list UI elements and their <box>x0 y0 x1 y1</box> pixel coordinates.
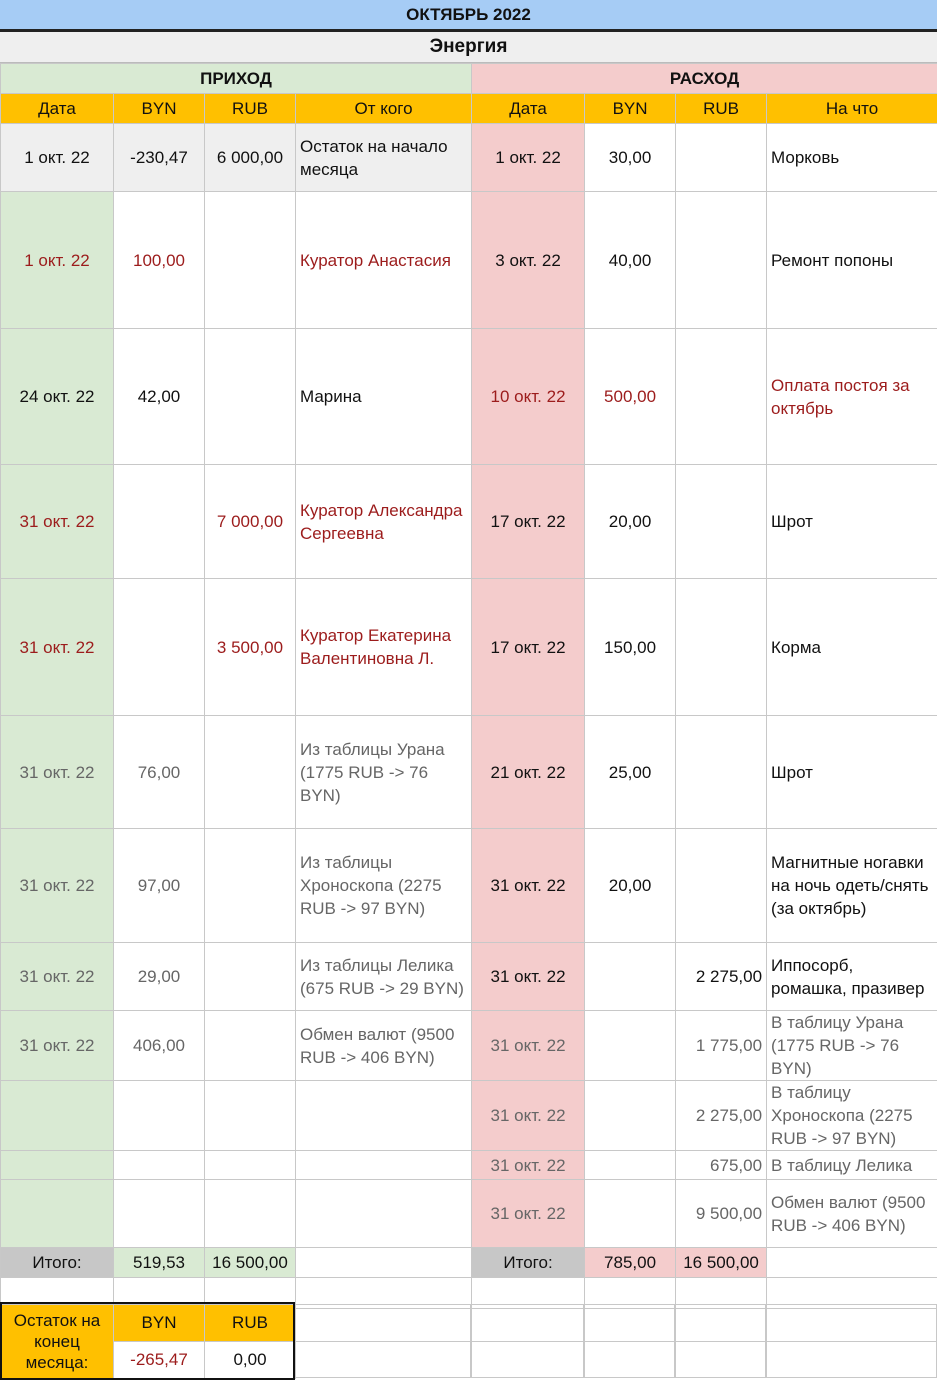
table-row <box>1 329 937 465</box>
income-date-cell[interactable]: 31 окт. 22 <box>1 579 114 716</box>
income-date-cell[interactable]: 31 окт. 22 <box>1 465 114 579</box>
income-rub-cell[interactable] <box>205 829 296 943</box>
income-total-byn[interactable]: 519,53 <box>114 1248 205 1278</box>
balance-rub-value[interactable]: 0,00 <box>205 1342 296 1379</box>
table-row <box>1 124 937 192</box>
table-row <box>1 1180 937 1248</box>
expense-for-cell[interactable]: В таблицу Хроноскопа (2275 RUB -> 97 BYN) <box>767 1081 937 1151</box>
expense-date-cell[interactable]: 31 окт. 22 <box>472 1081 585 1151</box>
income-byn-cell[interactable] <box>114 1151 205 1180</box>
sheet-subtitle: Энергия <box>0 32 937 63</box>
expense-for-cell[interactable]: Оплата постоя за октябрь <box>767 329 937 465</box>
expense-for-cell[interactable]: В таблицу Урана (1775 RUB -> 76 BYN) <box>767 1011 937 1081</box>
table-row <box>1 829 937 943</box>
income-rub-cell[interactable] <box>205 329 296 465</box>
totals-row <box>1 1248 937 1278</box>
income-date-header[interactable]: Дата <box>1 94 114 124</box>
expense-for-cell[interactable]: Ремонт попоны <box>767 192 937 329</box>
sheet-title: ОКТЯБРЬ 2022 <box>0 0 937 32</box>
expense-rub-cell[interactable] <box>676 465 767 579</box>
expense-rub-cell[interactable] <box>676 716 767 829</box>
income-date-cell[interactable]: 24 окт. 22 <box>1 329 114 465</box>
income-byn-cell[interactable]: -230,47 <box>114 124 205 192</box>
income-from-cell[interactable]: Из таблицы Урана (1775 RUB -> 76 BYN) <box>296 716 472 829</box>
expense-date-cell[interactable]: 3 окт. 22 <box>472 192 585 329</box>
expense-for-cell[interactable]: В таблицу Лелика <box>767 1151 937 1180</box>
expense-rub-cell[interactable]: 675,00 <box>676 1151 767 1180</box>
expense-date-cell[interactable]: 10 окт. 22 <box>472 329 585 465</box>
empty-cell[interactable] <box>295 1304 471 1342</box>
income-byn-cell[interactable] <box>114 465 205 579</box>
table-row <box>1 943 937 1011</box>
expense-rub-cell[interactable] <box>676 329 767 465</box>
income-from-cell[interactable]: Обмен валют (9500 RUB -> 406 BYN) <box>296 1011 472 1081</box>
income-section-label: ПРИХОД <box>1 64 472 94</box>
expense-rub-cell[interactable] <box>676 124 767 192</box>
section-header-row <box>1 64 937 94</box>
expense-for-cell[interactable]: Шрот <box>767 716 937 829</box>
income-byn-cell[interactable] <box>114 1180 205 1248</box>
table-row <box>1 1011 937 1081</box>
expense-total-empty[interactable] <box>767 1248 937 1278</box>
expense-byn-cell[interactable] <box>585 1011 676 1081</box>
table-row <box>1 1151 937 1180</box>
income-rub-cell[interactable]: 6 000,00 <box>205 124 296 192</box>
expense-byn-cell[interactable] <box>585 1151 676 1180</box>
income-from-cell[interactable]: Из таблицы Хроноскопа (2275 RUB -> 97 BYN) <box>296 829 472 943</box>
expense-rub-cell[interactable] <box>676 579 767 716</box>
expense-date-cell[interactable]: 17 окт. 22 <box>472 579 585 716</box>
expense-for-cell[interactable]: Корма <box>767 579 937 716</box>
empty-cell[interactable] <box>766 1304 937 1342</box>
balance-byn-value[interactable]: -265,47 <box>114 1342 205 1379</box>
expense-rub-cell[interactable] <box>676 829 767 943</box>
balance-rub-header: RUB <box>205 1305 296 1342</box>
income-date-cell[interactable]: 31 окт. 22 <box>1 1011 114 1081</box>
expense-date-cell[interactable]: 31 окт. 22 <box>472 1180 585 1248</box>
income-rub-cell[interactable] <box>205 716 296 829</box>
income-from-cell[interactable]: Остаток на начало месяца <box>296 124 472 192</box>
expense-rub-cell[interactable]: 2 275,00 <box>676 1081 767 1151</box>
income-byn-cell[interactable]: 100,00 <box>114 192 205 329</box>
expense-byn-cell[interactable]: 25,00 <box>585 716 676 829</box>
income-total-label: Итого: <box>1 1248 114 1278</box>
expense-total-rub[interactable]: 16 500,00 <box>676 1248 767 1278</box>
income-rub-cell[interactable] <box>205 192 296 329</box>
expense-byn-cell[interactable] <box>585 943 676 1011</box>
expense-total-byn[interactable]: 785,00 <box>585 1248 676 1278</box>
income-rub-cell[interactable] <box>205 943 296 1011</box>
income-rub-cell[interactable]: 7 000,00 <box>205 465 296 579</box>
expense-for-cell[interactable]: Морковь <box>767 124 937 192</box>
expense-rub-cell[interactable] <box>676 192 767 329</box>
income-date-cell[interactable]: 1 окт. 22 <box>1 124 114 192</box>
expense-rub-cell[interactable]: 2 275,00 <box>676 943 767 1011</box>
income-byn-cell[interactable] <box>114 579 205 716</box>
expense-for-header[interactable]: На что <box>767 94 937 124</box>
table-row <box>1 1081 937 1151</box>
income-byn-cell[interactable]: 42,00 <box>114 329 205 465</box>
table-row <box>1 579 937 716</box>
income-from-cell[interactable] <box>296 1081 472 1151</box>
expense-date-cell[interactable]: 17 окт. 22 <box>472 465 585 579</box>
expense-date-cell[interactable]: 31 окт. 22 <box>472 1151 585 1180</box>
empty-cell[interactable] <box>766 1341 937 1378</box>
expense-date-header[interactable]: Дата <box>472 94 585 124</box>
table-row <box>1 192 937 329</box>
expense-byn-cell[interactable]: 20,00 <box>585 829 676 943</box>
column-header-row <box>1 94 937 124</box>
income-total-empty[interactable] <box>296 1248 472 1278</box>
expense-byn-cell[interactable]: 150,00 <box>585 579 676 716</box>
expense-byn-cell[interactable]: 500,00 <box>585 329 676 465</box>
expense-date-cell[interactable]: 21 окт. 22 <box>472 716 585 829</box>
income-date-cell[interactable]: 1 окт. 22 <box>1 192 114 329</box>
income-from-cell[interactable]: Марина <box>296 329 472 465</box>
empty-cell[interactable] <box>471 1341 584 1378</box>
income-byn-cell[interactable] <box>114 1081 205 1151</box>
expense-section-label: РАСХОД <box>472 64 937 94</box>
expense-for-cell[interactable]: Иппосорб, ромашка, празивер <box>767 943 937 1011</box>
empty-cell[interactable] <box>584 1304 675 1342</box>
balance-label: Остаток на конец месяца: <box>1 1305 114 1379</box>
income-rub-cell[interactable] <box>205 1151 296 1180</box>
expense-byn-cell[interactable]: 20,00 <box>585 465 676 579</box>
income-rub-cell[interactable] <box>205 1011 296 1081</box>
income-from-cell[interactable]: Куратор Екатерина Валентиновна Л. <box>296 579 472 716</box>
empty-cell[interactable] <box>471 1304 584 1342</box>
expense-date-cell[interactable]: 1 окт. 22 <box>472 124 585 192</box>
income-byn-cell[interactable]: 97,00 <box>114 829 205 943</box>
income-date-cell[interactable] <box>1 1081 114 1151</box>
empty-cell[interactable] <box>295 1341 471 1378</box>
income-date-cell[interactable] <box>1 1151 114 1180</box>
table-row <box>1 465 937 579</box>
income-date-cell[interactable]: 31 окт. 22 <box>1 716 114 829</box>
expense-byn-header[interactable]: BYN <box>585 94 676 124</box>
income-rub-cell[interactable] <box>205 1180 296 1248</box>
income-from-cell[interactable]: Куратор Анастасия <box>296 192 472 329</box>
empty-cell[interactable] <box>584 1341 675 1378</box>
income-rub-cell[interactable]: 3 500,00 <box>205 579 296 716</box>
income-byn-cell[interactable]: 406,00 <box>114 1011 205 1081</box>
expense-rub-header[interactable]: RUB <box>676 94 767 124</box>
income-date-cell[interactable]: 31 окт. 22 <box>1 829 114 943</box>
income-date-cell[interactable] <box>1 1180 114 1248</box>
expense-date-cell[interactable]: 31 окт. 22 <box>472 1011 585 1081</box>
income-from-cell[interactable] <box>296 1180 472 1248</box>
income-from-cell[interactable]: Куратор Александра Сергеевна <box>296 465 472 579</box>
empty-cell[interactable] <box>675 1304 766 1342</box>
income-rub-header[interactable]: RUB <box>205 94 296 124</box>
income-byn-cell[interactable]: 76,00 <box>114 716 205 829</box>
expense-rub-cell[interactable]: 1 775,00 <box>676 1011 767 1081</box>
income-byn-cell[interactable]: 29,00 <box>114 943 205 1011</box>
expense-date-cell[interactable]: 31 окт. 22 <box>472 829 585 943</box>
income-date-cell[interactable]: 31 окт. 22 <box>1 943 114 1011</box>
income-from-cell[interactable]: Из таблицы Лелика (675 RUB -> 29 BYN) <box>296 943 472 1011</box>
ledger-table <box>0 63 937 1309</box>
balance-table <box>0 1304 296 1379</box>
empty-grid-area <box>295 1304 937 1378</box>
expense-byn-cell[interactable]: 30,00 <box>585 124 676 192</box>
income-byn-header[interactable]: BYN <box>114 94 205 124</box>
income-from-cell[interactable] <box>296 1151 472 1180</box>
expense-byn-cell[interactable]: 40,00 <box>585 192 676 329</box>
expense-byn-cell[interactable] <box>585 1081 676 1151</box>
expense-rub-cell[interactable]: 9 500,00 <box>676 1180 767 1248</box>
expense-date-cell[interactable]: 31 окт. 22 <box>472 943 585 1011</box>
expense-for-cell[interactable]: Обмен валют (9500 RUB -> 406 BYN) <box>767 1180 937 1248</box>
balance-byn-header: BYN <box>114 1305 205 1342</box>
empty-cell[interactable] <box>675 1341 766 1378</box>
expense-byn-cell[interactable] <box>585 1180 676 1248</box>
income-from-header[interactable]: От кого <box>296 94 472 124</box>
income-rub-cell[interactable] <box>205 1081 296 1151</box>
table-row <box>1 716 937 829</box>
expense-for-cell[interactable]: Магнитные ногавки на ночь одеть/снять (за октябрь) <box>767 829 937 943</box>
expense-total-label: Итого: <box>472 1248 585 1278</box>
income-total-rub[interactable]: 16 500,00 <box>205 1248 296 1278</box>
expense-for-cell[interactable]: Шрот <box>767 465 937 579</box>
